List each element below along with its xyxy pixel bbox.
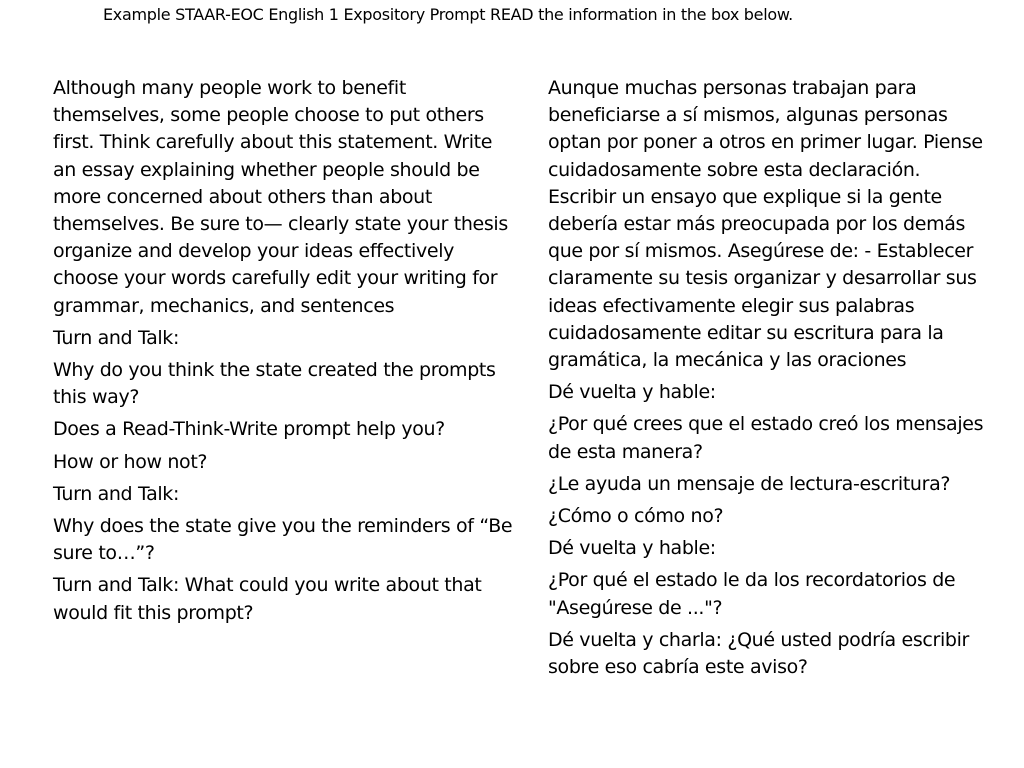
english-turn-and-talk-2: Turn and Talk: [53,482,179,505]
spanish-question-1: ¿Por qué crees que el estado creó los mensajes de esta manera? [548,413,984,463]
english-question-3: How or how not? [53,450,208,473]
spanish-question-3: ¿Cómo o cómo no? [548,505,724,528]
english-question-2: Does a Read-Think-Write prompt help you? [53,418,445,441]
spanish-question-4: ¿Por qué el estado le da los recordatorios de "Asegúrese de ..."? [548,569,956,619]
spanish-turn-and-talk-2: Dé vuelta y hable: [548,537,716,560]
spanish-turn-and-talk-1: Dé vuelta y hable: [548,381,716,404]
spanish-turn-and-talk-3: Dé vuelta y charla: ¿Qué usted podría escribir sobre eso cabría este aviso? [548,628,970,679]
spanish-question-2: ¿Le ayuda un mensaje de lectura-escritura? [548,472,951,495]
slide-title: Example STAAR-EOC English 1 Expository Prompt READ the information in the box below. [103,5,793,24]
spanish-prompt-paragraph: Aunque muchas personas trabajan para beneficiarse a sí mismos, algunas personas optan por poner a otros en primer lugar. Piense cuidadosamente sobre esta declaración. Escribir un ensayo que explique si la gente debería estar más preocupada por los demás que por sí mismos. Asegúrese de: - Establecer claramente su tesis organizar y desarrollar sus ideas efectivamente elegir sus palabras cuidadosamente editar su escritura para la gramática, la mecánica y las oraciones [548,77,983,372]
english-turn-and-talk-3: Turn and Talk: What could you write about that would fit this prompt? [53,574,482,624]
spanish-column [548,75,988,686]
english-column [53,75,513,632]
english-question-1: Why do you think the state created the prompts this way? [53,359,496,409]
english-question-4: Why does the state give you the reminders of “Be sure to…”? [53,515,513,565]
english-turn-and-talk-1: Turn and Talk: [53,326,179,349]
english-prompt-paragraph: Although many people work to benefit themselves, some people choose to put others first. Think carefully about this statement. Write an essay explaining whether people should be more concerned about others than about themselves. Be sure to— clearly state your thesis organize and develop your ideas effectively choose your words carefully edit your writing for grammar, mechanics, and sentences [53,77,508,317]
